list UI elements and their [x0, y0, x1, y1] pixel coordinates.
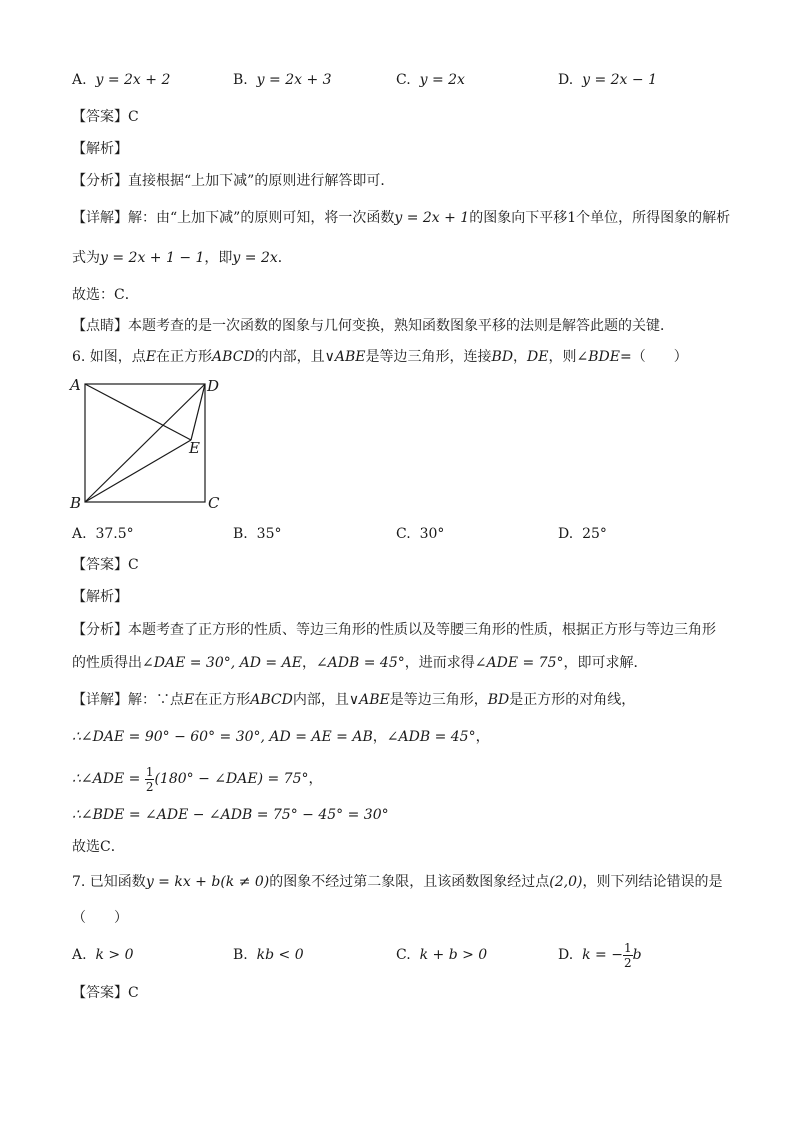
q5-detail-line2: 式为y = 2x + 1 − 1，即y = 2x．	[72, 250, 292, 266]
q5-choose: 故选：C．	[72, 287, 139, 303]
q6-option-b: B. 35°	[233, 526, 282, 542]
q7-option-a: A. k > 0	[72, 947, 134, 963]
q6-option-c: C. 30°	[396, 526, 445, 542]
q7-stem-line1: 7. 已知函数y = kx + b(k ≠ 0)的图象不经过第二象限，且该函数图象经过点(2,0)，则下列结论错误的是	[72, 874, 723, 890]
q5-option-b: B. y = 2x + 3	[233, 72, 332, 88]
square-diagram	[68, 374, 228, 516]
q6-step1: ∴∠DAE = 90° − 60° = 30°, AD = AE = AB，∠ADB = 45°，	[72, 729, 490, 745]
q5-option-c: C. y = 2x	[396, 72, 465, 88]
label-c: C	[208, 494, 220, 512]
q6-option-a: A. 37.5°	[72, 526, 134, 542]
q5-detail-line1: 【详解】解：由“上加下减”的原则可知，将一次函数y = 2x + 1的图象向下平移1个单位，所得图象的解析	[72, 210, 731, 226]
q5-comment: 【点睛】本题考查的是一次函数的图象与几何变换，熟知函数图象平移的法则是解答此题的关键．	[72, 318, 674, 334]
label-e: E	[189, 439, 200, 457]
label-b: B	[70, 494, 82, 512]
q7-option-d: D. k = − $\frac{1}{2}$ b	[558, 940, 642, 970]
label-a: A	[70, 376, 81, 394]
q5-fenxi: 【分析】直接根据“上加下减”的原则进行解答即可．	[72, 173, 395, 189]
label-d: D	[207, 377, 220, 395]
q6-choose: 故选C．	[72, 839, 125, 855]
q7-answer: 【答案】C	[72, 985, 139, 1001]
q5-answer: 【答案】C	[72, 109, 139, 125]
q5-option-a: A. y = 2x + 2	[72, 72, 171, 88]
q6-analysis-tag: 【解析】	[72, 589, 128, 605]
segment-de	[191, 384, 205, 440]
q6-answer: 【答案】C	[72, 557, 139, 573]
q7-option-b: B. kb < 0	[233, 947, 304, 963]
q6-detail-line1: 【详解】解：∵点E在正方形ABCD内部，且∨ABE是等边三角形，BD是正方形的对角线，	[72, 692, 636, 708]
q7-option-c: C. k + b > 0	[396, 947, 488, 963]
q5-analysis-tag: 【解析】	[72, 141, 128, 157]
q6-fenxi-line1: 【分析】本题考查了正方形的性质、等边三角形的性质以及等腰三角形的性质，根据正方形与等边三角形	[72, 622, 716, 638]
q6-stem: 6. 如图，点E在正方形ABCD的内部，且∨ABE是等边三角形，连接BD，DE，则∠BDE=（ ）	[72, 349, 688, 365]
q6-fenxi-line2: 的性质得出∠DAE = 30°, AD = AE，∠ADB = 45°，进而求得∠ADE = 75°，即可求解．	[72, 655, 648, 671]
q6-option-d: D. 25°	[558, 526, 607, 542]
q5-option-d: D. y = 2x − 1	[558, 72, 657, 88]
segment-ae	[85, 384, 191, 440]
q7-stem-line2: （ ）	[72, 910, 128, 926]
q6-step2: ∴∠ADE = $\frac{1}{2}$ (180° − ∠DAE) = 75°，	[72, 764, 323, 794]
q6-step3: ∴∠BDE = ∠ADE − ∠ADB = 75° − 45° = 30°	[72, 807, 389, 823]
